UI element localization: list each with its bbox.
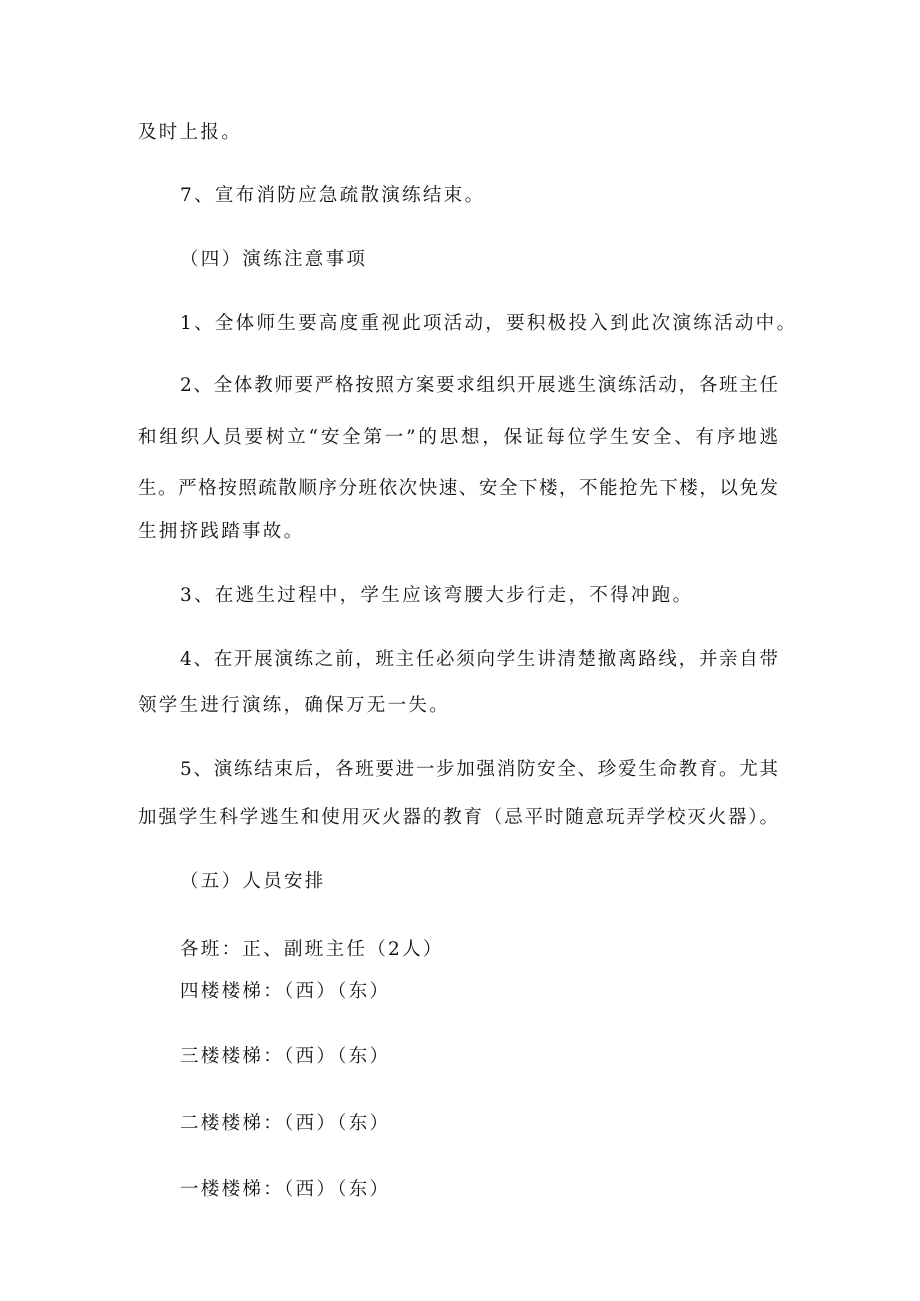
list-item-1: 1、全体师生要高度重视此项活动，要积极投入到此次演练活动中。: [180, 313, 798, 334]
list-item-2-line-4: 生拥挤践踏事故。: [138, 521, 305, 542]
staff-floor-4-stairs: 四楼楼梯：（西）（东）: [180, 981, 391, 1002]
list-item-2-line-2: 和组织人员要树立“安全第一”的思想，保证每位学生安全、有序地逃: [138, 427, 778, 448]
list-item-2-line-3: 生。严格按照疏散顺序分班依次快速、安全下楼，不能抢先下楼，以免发: [138, 478, 778, 499]
text-line-continuation: 及时上报。: [138, 122, 243, 143]
list-item-4-line-2: 领学生进行演练，确保万无一失。: [138, 695, 451, 716]
list-item-2-line-1: 2、全体教师要严格按照方案要求组织开展逃生演练活动，各班主任: [180, 375, 778, 396]
staff-floor-1-stairs: 一楼楼梯：（西）（东）: [180, 1179, 391, 1200]
list-item-3: 3、在逃生过程中，学生应该弯腰大步行走，不得冲跑。: [180, 585, 694, 606]
list-item-5-line-1: 5、演练结束后，各班要进一步加强消防安全、珍爱生命教育。尤其: [180, 759, 778, 780]
list-item-5-line-2: 加强学生科学逃生和使用灭火器的教育（忌平时随意玩弄学校灭火器）。: [138, 807, 778, 828]
section-heading-4: （四）演练注意事项: [180, 249, 368, 270]
staff-floor-2-stairs: 二楼楼梯：（西）（东）: [180, 1113, 391, 1134]
staff-floor-3-stairs: 三楼楼梯：（西）（东）: [180, 1046, 391, 1067]
staff-class-teachers: 各班：正、副班主任（2人）: [180, 939, 444, 960]
list-item-7: 7、宣布消防应急疏散演练结束。: [180, 185, 486, 206]
section-heading-5: （五）人员安排: [180, 871, 326, 892]
list-item-4-line-1: 4、在开展演练之前，班主任必须向学生讲清楚撤离路线，并亲自带: [180, 649, 778, 670]
